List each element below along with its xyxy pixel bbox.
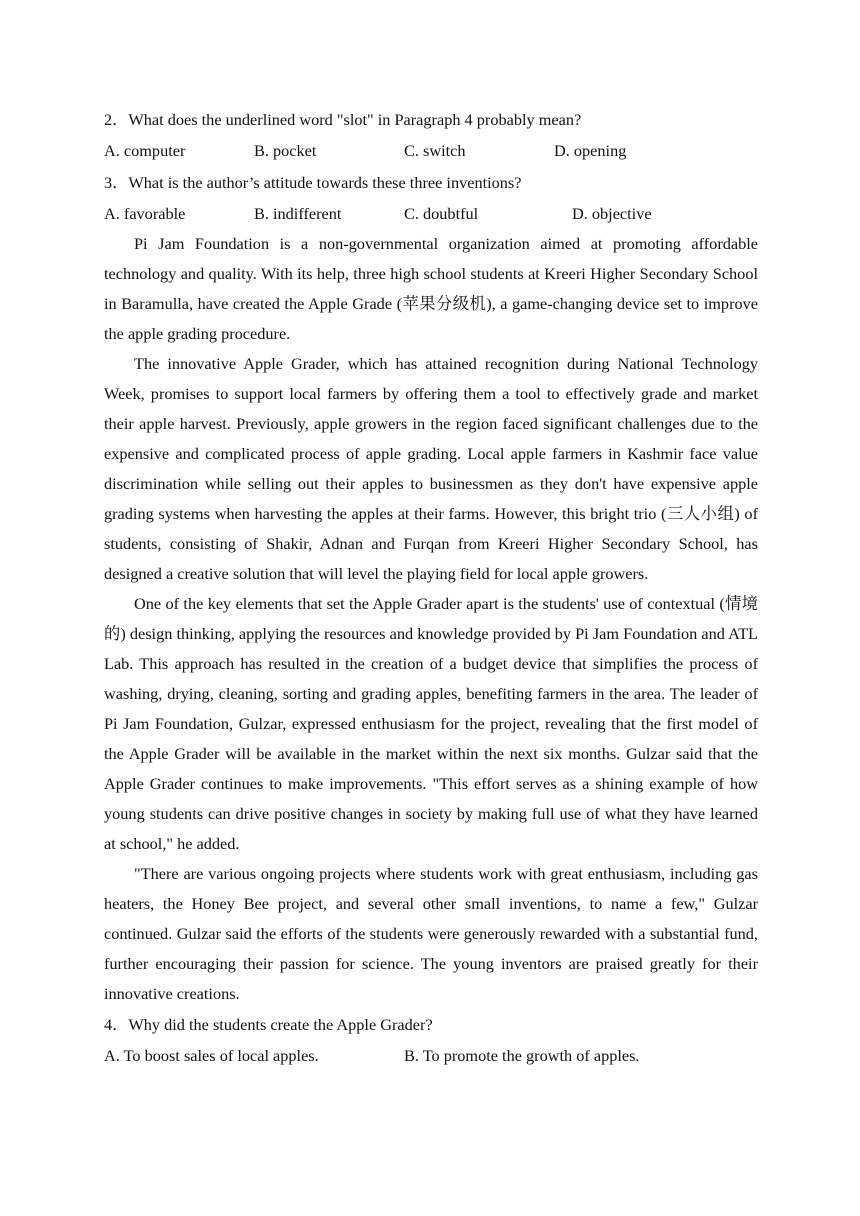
passage-paragraph-3: One of the key elements that set the Apple Grader apart is the students' use of contextual (情境的) design thinking, applying the resources and knowledge provided by Pi Jam Foundation and ATL Lab. This approach has resulted in the creation of a budget device that simplifies the process of washing, drying, cleaning, sorting and grading apples, benefiting farmers in the area. The leader of Pi Jam Foundation, Gulzar, expressed enthusiasm for the project, revealing that the first model of the Apple Grader will be available in the market within the next six months. Gulzar said that the Apple Grader continues to make improvements. "This effort serves as a shining example of how young students can drive positive changes in society by making full use of what they have learned at school," he added. [104,594,758,853]
q2-option-b: B. pocket [254,141,317,160]
question-3-stem: 3．What is the author’s attitude towards these three inventions? [104,173,522,192]
question-2-stem: 2．What does the underlined word "slot" in Paragraph 4 probably mean? [104,110,582,129]
page-content [104,103,758,1069]
q4-option-a: A. To boost sales of local apples. [104,1046,319,1065]
q2-option-a: A. computer [104,141,186,160]
reading-passage [104,229,758,1009]
passage-paragraph-4: "There are various ongoing projects where students work with great enthusiasm, including gas heaters, the Honey Bee project, and several other small inventions, to name a few," Gulzar continued. Gulzar said the efforts of the students were generously rewarded with a substantial fund, further encouraging their passion for science. The young inventors are praised greatly for their innovative creations. [104,864,758,1003]
passage-paragraph-1: Pi Jam Foundation is a non-governmental organization aimed at promoting affordable technology and quality. With its help, three high school students at Kreeri Higher Secondary School in Baramulla, have created the Apple Grade (苹果分级机), a game-changing device set to improve the apple grading procedure. [104,234,758,343]
q3-option-a: A. favorable [104,204,186,223]
q2-option-d: D. opening [554,141,627,160]
question-4-stem: 4．Why did the students create the Apple Grader? [104,1015,433,1034]
question-4-options [104,1042,758,1069]
q4-option-b: B. To promote the growth of apples. [404,1046,640,1065]
question-2-options [104,137,758,164]
passage-paragraph-2: The innovative Apple Grader, which has attained recognition during National Technology Week, promises to support local farmers by offering them a tool to effectively grade and market their apple harvest. Previously, apple growers in the region faced significant challenges due to the expensive and complicated process of apple grading. Local apple farmers in Kashmir face value discrimination while selling out their apples to businessmen as they don't have expensive apple grading systems when harvesting the apples at their farms. However, this bright trio (三人小组) of students, consisting of Shakir, Adnan and Furqan from Kreeri Higher Secondary School, has designed a creative solution that will level the playing field for local apple growers. [104,354,758,583]
q2-option-c: C. switch [404,141,466,160]
question-3-options [104,200,758,227]
q3-option-d: D. objective [572,204,652,223]
q3-option-b: B. indifferent [254,204,342,223]
q3-option-c: C. doubtful [404,204,479,223]
